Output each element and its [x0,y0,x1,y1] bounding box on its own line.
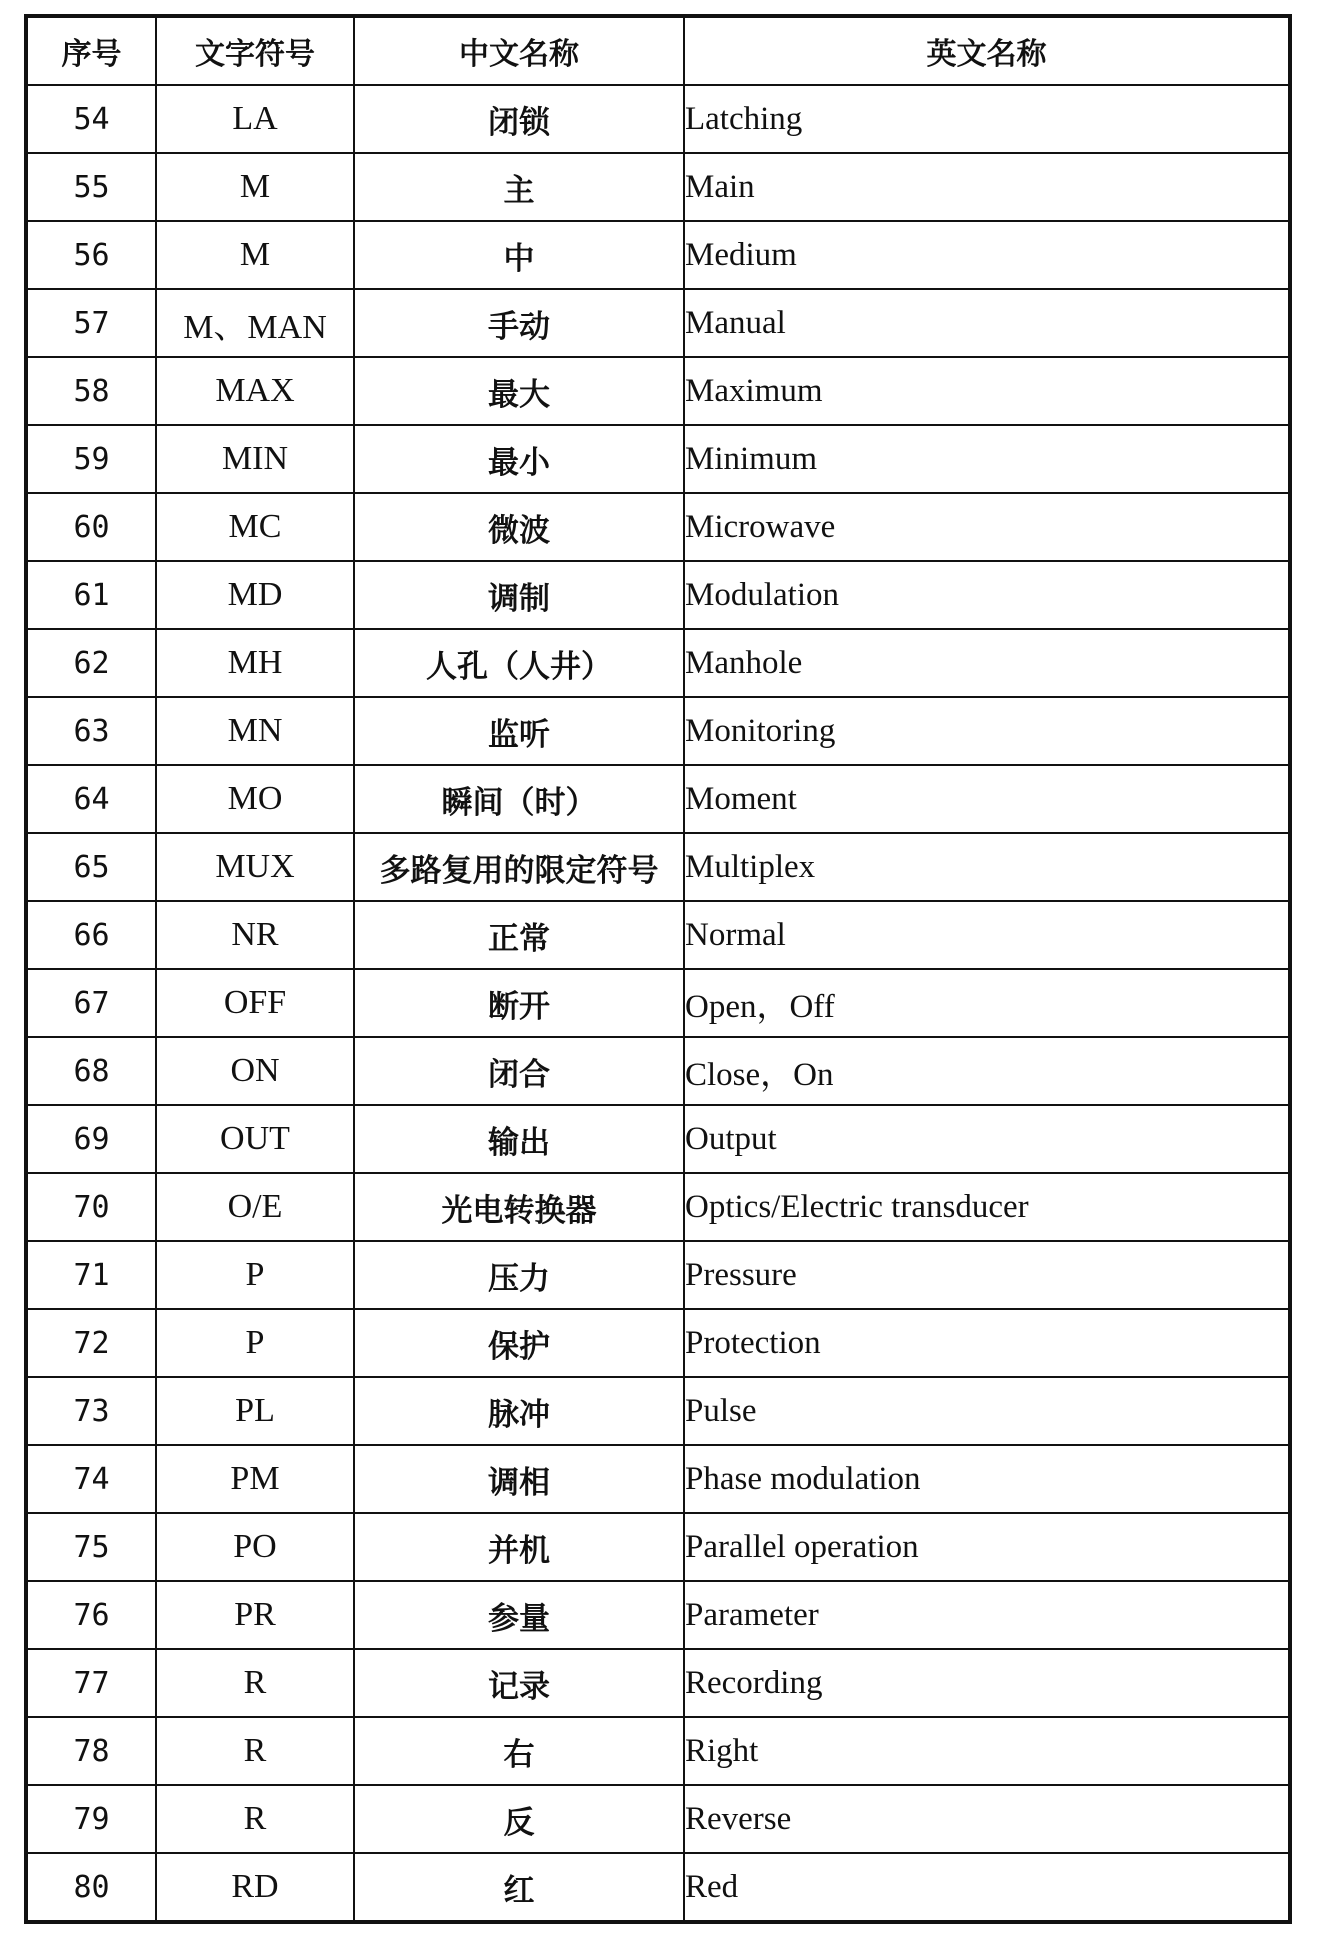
table-row [26,833,1290,901]
chinese-name: 脉冲 [354,1377,684,1445]
letter-symbol: MH [156,629,354,697]
english-name: Manhole [684,629,1290,697]
row-number: 59 [26,425,156,493]
letter-symbol: PL [156,1377,354,1445]
letter-symbol: OUT [156,1105,354,1173]
letter-symbol: MC [156,493,354,561]
letter-symbol: RD [156,1853,354,1922]
row-number: 74 [26,1445,156,1513]
letter-symbol: MAX [156,357,354,425]
table-row [26,969,1290,1037]
chinese-name: 人孔（人井） [354,629,684,697]
english-name: Manual [684,289,1290,357]
chinese-name: 保护 [354,1309,684,1377]
letter-symbol: M [156,153,354,221]
chinese-name: 正常 [354,901,684,969]
english-name: Medium [684,221,1290,289]
letter-symbol: ON [156,1037,354,1105]
chinese-name: 最小 [354,425,684,493]
letter-symbol: R [156,1649,354,1717]
chinese-name: 手动 [354,289,684,357]
english-name: Modulation [684,561,1290,629]
table-body [26,85,1290,1922]
header-row [26,16,1290,85]
english-name: Output [684,1105,1290,1173]
header-en-name: 英文名称 [684,16,1290,85]
header-symbol: 文字符号 [156,16,354,85]
english-name: Minimum [684,425,1290,493]
english-name: Right [684,1717,1290,1785]
english-name: Multiplex [684,833,1290,901]
english-name: Parameter [684,1581,1290,1649]
table-row [26,153,1290,221]
chinese-name: 参量 [354,1581,684,1649]
row-number: 54 [26,85,156,153]
chinese-name: 光电转换器 [354,1173,684,1241]
letter-symbol: NR [156,901,354,969]
table-row [26,1309,1290,1377]
english-name: Microwave [684,493,1290,561]
letter-symbol: M [156,221,354,289]
table-row [26,1785,1290,1853]
table-row [26,1853,1290,1922]
english-name: Pressure [684,1241,1290,1309]
english-name: Reverse [684,1785,1290,1853]
chinese-name: 输出 [354,1105,684,1173]
row-number: 73 [26,1377,156,1445]
letter-symbol: R [156,1717,354,1785]
table-row [26,561,1290,629]
row-number: 75 [26,1513,156,1581]
row-number: 79 [26,1785,156,1853]
chinese-name: 监听 [354,697,684,765]
table-row [26,1241,1290,1309]
row-number: 58 [26,357,156,425]
table-row [26,697,1290,765]
table-row [26,1581,1290,1649]
chinese-name: 反 [354,1785,684,1853]
row-number: 63 [26,697,156,765]
row-number: 56 [26,221,156,289]
english-name: Protection [684,1309,1290,1377]
letter-symbol: MO [156,765,354,833]
letter-symbol: P [156,1309,354,1377]
row-number: 69 [26,1105,156,1173]
letter-symbol: MIN [156,425,354,493]
row-number: 61 [26,561,156,629]
chinese-name: 并机 [354,1513,684,1581]
chinese-name: 多路复用的限定符号 [354,833,684,901]
table-row [26,1513,1290,1581]
row-number: 60 [26,493,156,561]
chinese-name: 断开 [354,969,684,1037]
chinese-name: 中 [354,221,684,289]
english-name: Maximum [684,357,1290,425]
table-row [26,765,1290,833]
english-name: Phase modulation [684,1445,1290,1513]
letter-symbol: PR [156,1581,354,1649]
row-number: 64 [26,765,156,833]
table-row [26,1037,1290,1105]
letter-symbol: R [156,1785,354,1853]
english-name: Moment [684,765,1290,833]
table-row [26,1377,1290,1445]
table-header [26,16,1290,85]
letter-symbol: MUX [156,833,354,901]
row-number: 68 [26,1037,156,1105]
chinese-name: 瞬间（时） [354,765,684,833]
english-name: Main [684,153,1290,221]
row-number: 55 [26,153,156,221]
table-row [26,1649,1290,1717]
letter-symbol: PO [156,1513,354,1581]
row-number: 76 [26,1581,156,1649]
table-row [26,1105,1290,1173]
row-number: 71 [26,1241,156,1309]
table-row [26,425,1290,493]
table-row [26,629,1290,697]
chinese-name: 调相 [354,1445,684,1513]
english-name: Monitoring [684,697,1290,765]
row-number: 67 [26,969,156,1037]
letter-symbol: M、MAN [156,289,354,357]
letter-symbol: MD [156,561,354,629]
row-number: 62 [26,629,156,697]
english-name: Red [684,1853,1290,1922]
letter-symbol: MN [156,697,354,765]
row-number: 66 [26,901,156,969]
english-name: Optics/Electric transducer [684,1173,1290,1241]
table-row [26,85,1290,153]
chinese-name: 闭合 [354,1037,684,1105]
letter-symbol: OFF [156,969,354,1037]
letter-symbol: O/E [156,1173,354,1241]
symbol-table [24,14,1292,1924]
chinese-name: 红 [354,1853,684,1922]
header-cn-name: 中文名称 [354,16,684,85]
letter-symbol: P [156,1241,354,1309]
english-name: Latching [684,85,1290,153]
row-number: 57 [26,289,156,357]
table-row [26,289,1290,357]
english-name: Recording [684,1649,1290,1717]
chinese-name: 闭锁 [354,85,684,153]
row-number: 70 [26,1173,156,1241]
letter-symbol: LA [156,85,354,153]
chinese-name: 压力 [354,1241,684,1309]
table-row [26,901,1290,969]
english-name: Close，On [684,1037,1290,1105]
table-row [26,1717,1290,1785]
table-row [26,1173,1290,1241]
row-number: 72 [26,1309,156,1377]
chinese-name: 微波 [354,493,684,561]
chinese-name: 调制 [354,561,684,629]
letter-symbol: PM [156,1445,354,1513]
english-name: Pulse [684,1377,1290,1445]
table-row [26,221,1290,289]
chinese-name: 主 [354,153,684,221]
table-row [26,357,1290,425]
table-row [26,1445,1290,1513]
row-number: 80 [26,1853,156,1922]
english-name: Normal [684,901,1290,969]
chinese-name: 右 [354,1717,684,1785]
row-number: 78 [26,1717,156,1785]
table-row [26,493,1290,561]
header-no: 序号 [26,16,156,85]
chinese-name: 最大 [354,357,684,425]
row-number: 77 [26,1649,156,1717]
chinese-name: 记录 [354,1649,684,1717]
english-name: Open，Off [684,969,1290,1037]
row-number: 65 [26,833,156,901]
english-name: Parallel operation [684,1513,1290,1581]
symbol-table-page [24,14,1288,1924]
